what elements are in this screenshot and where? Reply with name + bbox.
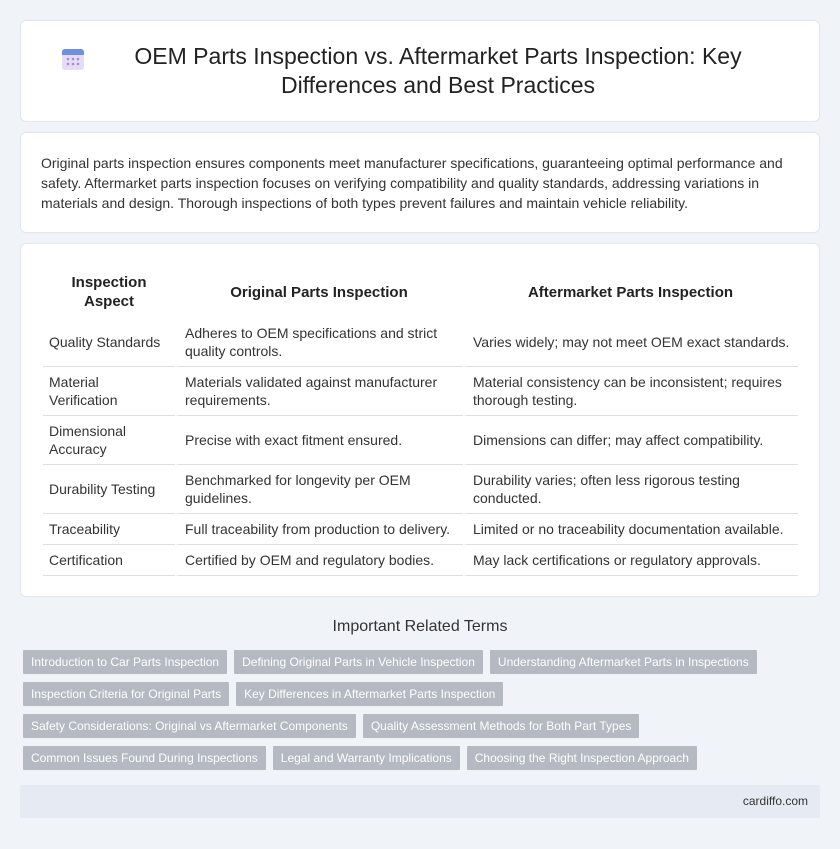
related-term-tag[interactable]: Defining Original Parts in Vehicle Inspection xyxy=(234,650,483,674)
comparison-table xyxy=(43,266,798,576)
related-term-tag[interactable]: Common Issues Found During Inspections xyxy=(23,746,266,770)
table-cell-aspect: Durability Testing xyxy=(43,465,175,514)
table-row xyxy=(43,545,798,576)
related-term-tag[interactable]: Introduction to Car Parts Inspection xyxy=(23,650,227,674)
header-inspection-aspect: Inspection Aspect xyxy=(71,274,147,310)
related-term-tag[interactable]: Understanding Aftermarket Parts in Inspections xyxy=(490,650,757,674)
table-cell-original: Adheres to OEM specifications and strict quality controls. xyxy=(175,318,463,367)
page-title: OEM Parts Inspection vs. Aftermarket Parts Inspection: Key Differences and Best Practices xyxy=(134,43,742,98)
table-row xyxy=(43,318,798,367)
table-row xyxy=(43,367,798,416)
table-row xyxy=(43,416,798,465)
table-cell-aspect: Quality Standards xyxy=(43,318,175,367)
table-cell-original: Materials validated against manufacturer requirements. xyxy=(175,367,463,416)
comparison-table-card xyxy=(20,243,820,597)
related-term-tag[interactable]: Safety Considerations: Original vs Aftermarket Components xyxy=(23,714,356,738)
table-cell-aftermarket: May lack certifications or regulatory approvals. xyxy=(463,545,798,576)
table-cell-aspect: Material Verification xyxy=(43,367,175,416)
table-cell-aftermarket: Material consistency can be inconsistent; requires thorough testing. xyxy=(463,367,798,416)
related-terms-title: Important Related Terms xyxy=(332,618,508,635)
related-term-tag[interactable]: Inspection Criteria for Original Parts xyxy=(23,682,229,706)
related-term-tag[interactable]: Legal and Warranty Implications xyxy=(273,746,460,770)
tag-row xyxy=(23,682,823,706)
table-cell-aspect: Traceability xyxy=(43,514,175,545)
header-aftermarket-parts: Aftermarket Parts Inspection xyxy=(527,283,734,301)
table-row xyxy=(43,465,798,514)
related-term-tag[interactable]: Key Differences in Aftermarket Parts Inspection xyxy=(236,682,503,706)
intro-card xyxy=(20,132,820,233)
table-cell-aftermarket: Dimensions can differ; may affect compatibility. xyxy=(463,416,798,465)
table-cell-original: Certified by OEM and regulatory bodies. xyxy=(175,545,463,576)
related-term-tag[interactable]: Choosing the Right Inspection Approach xyxy=(467,746,697,770)
title-wrap xyxy=(60,42,780,100)
table-cell-aspect: Certification xyxy=(43,545,175,576)
title-card xyxy=(20,20,820,122)
table-cell-aftermarket: Durability varies; often less rigorous testing conducted. xyxy=(463,465,798,514)
table-cell-original: Full traceability from production to delivery. xyxy=(175,514,463,545)
footer xyxy=(20,785,820,818)
intro-paragraph: Original parts inspection ensures components meet manufacturer specifications, guaranteeing optimal performance and safety. Aftermarket parts inspection focuses on verifying compatibility and quality standards, addressing variations in materials and design. Thorough inspections of both types prevent failures and maintain vehicle reliability. xyxy=(41,155,783,211)
table-header-row xyxy=(43,266,798,318)
tag-row xyxy=(23,746,823,770)
footer-site-link[interactable]: cardiffo.com xyxy=(742,794,808,808)
tag-row xyxy=(23,650,823,674)
table-cell-aftermarket: Varies widely; may not meet OEM exact standards. xyxy=(463,318,798,367)
table-cell-aspect: Dimensional Accuracy xyxy=(43,416,175,465)
tag-row xyxy=(23,714,823,738)
table-cell-original: Benchmarked for longevity per OEM guidelines. xyxy=(175,465,463,514)
calendar-icon xyxy=(60,46,86,72)
table-row xyxy=(43,514,798,545)
related-term-tag[interactable]: Quality Assessment Methods for Both Part Types xyxy=(363,714,640,738)
header-original-parts: Original Parts Inspection xyxy=(230,283,408,301)
related-terms-tags xyxy=(23,650,823,778)
table-cell-original: Precise with exact fitment ensured. xyxy=(175,416,463,465)
table-cell-aftermarket: Limited or no traceability documentation available. xyxy=(463,514,798,545)
